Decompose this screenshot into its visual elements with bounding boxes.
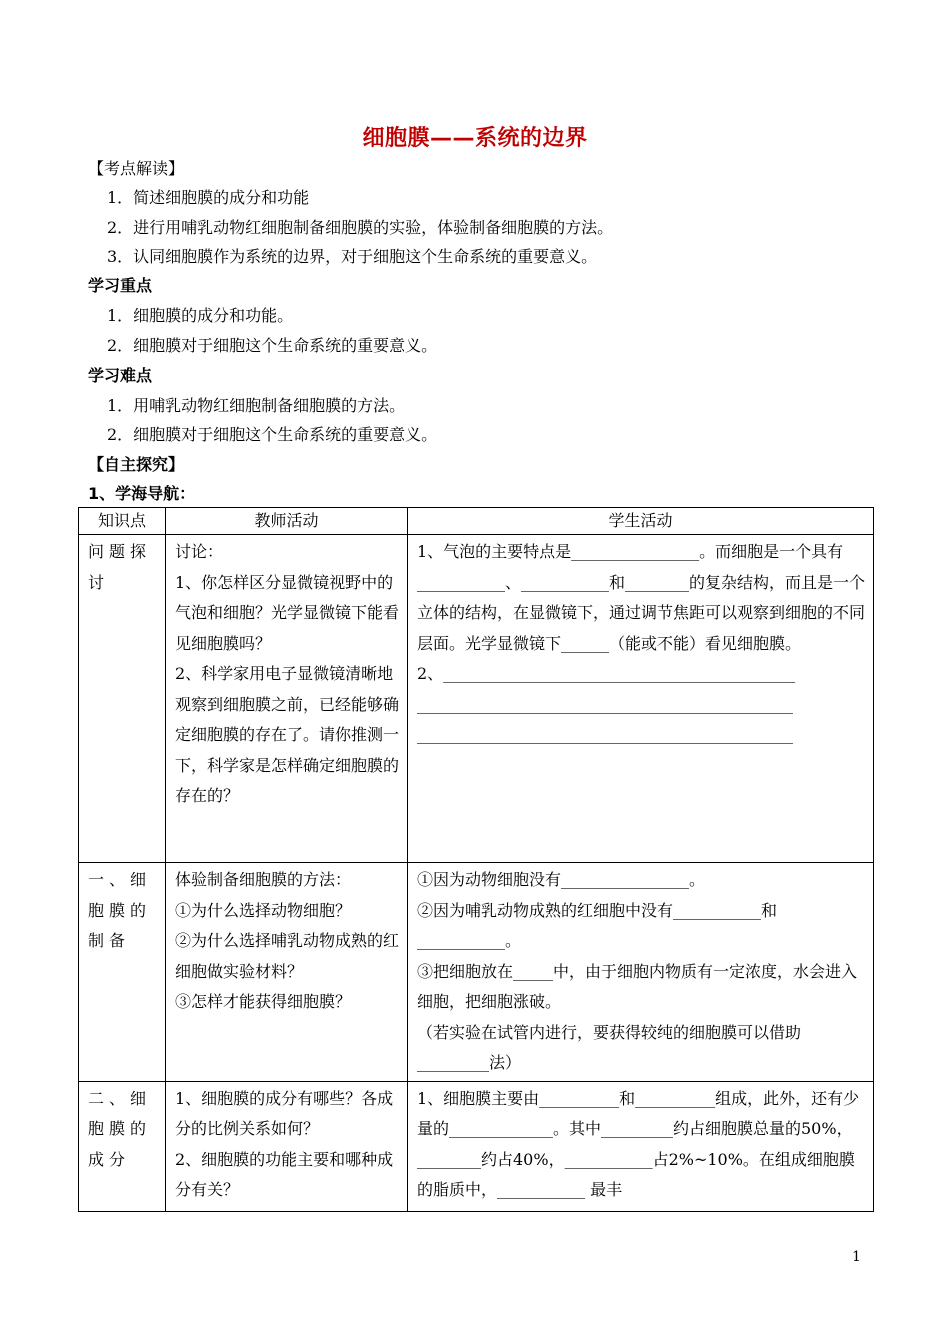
page-title: 细胞膜——系统的边界	[362, 126, 588, 151]
zhongdian-item: 1．细胞膜的成分和功能。	[107, 306, 294, 325]
student-text: ②因为哺乳动物成熟的红细胞中没有___________和___________。	[417, 900, 778, 950]
student-cell	[408, 1081, 874, 1211]
teacher-text: 1、你怎样区分显微镜视野中的气泡和细胞？光学显微镜下能看见细胞膜吗？	[175, 572, 400, 653]
teacher-cell	[166, 1081, 408, 1211]
topic-cell: 二、细胞膜的成分	[79, 1081, 166, 1211]
teacher-text: 讨论：	[175, 542, 224, 561]
nandian-item: 1．用哺乳动物红细胞制备细胞膜的方法。	[107, 396, 406, 415]
table-header-cell: 学生活动	[408, 508, 874, 535]
student-text: _______________________________________________	[417, 694, 793, 714]
student-cell	[408, 863, 874, 1082]
topic-cell: 问题探讨	[79, 535, 166, 863]
nandian-item: 2．细胞膜对于细胞这个生命系统的重要意义。	[107, 425, 438, 444]
student-text: （若实验在试管内进行，要获得较纯的细胞膜可以借助_________法）	[417, 1022, 802, 1072]
kaodian-heading: 【考点解读】	[88, 159, 185, 178]
kaodian-item: 3．认同细胞膜作为系统的边界，对于细胞这个生命系统的重要意义。	[107, 247, 598, 266]
table-header-cell: 教师活动	[166, 508, 408, 535]
teacher-text: 2、细胞膜的功能主要和哪种成分有关？	[175, 1149, 394, 1199]
table-row	[79, 863, 874, 1082]
zizhu-subheading: 1、学海导航：	[88, 484, 196, 503]
nandian-heading: 学习难点	[88, 366, 153, 385]
table-row	[79, 1081, 874, 1211]
teacher-text: 2、科学家用电子显微镜清晰地观察到细胞膜之前，已经能够确定细胞膜的存在了。请你推测一下，科学家是怎样确定细胞膜的存在的？	[175, 664, 400, 805]
table-row	[79, 535, 874, 863]
student-text: ③把细胞放在_____中，由于细胞内物质有一定浓度，水会进入细胞，把细胞涨破。	[417, 961, 858, 1011]
table-header-row	[79, 508, 874, 535]
student-cell	[408, 535, 874, 863]
topic-cell: 一、细胞膜的制备	[79, 863, 166, 1082]
teacher-text: ②为什么选择哺乳动物成熟的红细胞做实验材料？	[175, 931, 400, 981]
student-text: 1、气泡的主要特点是________________。而细胞是一个具有___________、___________和________的复杂结构，而且是一个立体的结构，在显微镜下，通过调节焦距可以观察到细胞的不同层面。光学显微镜下______（能或不能）看见细胞膜。	[417, 542, 866, 653]
teacher-text: 体验制备细胞膜的方法：	[175, 870, 352, 889]
zhongdian-heading: 学习重点	[88, 276, 153, 295]
zhongdian-item: 2．细胞膜对于细胞这个生命系统的重要意义。	[107, 336, 438, 355]
study-table	[78, 507, 874, 1212]
student-text: _______________________________________________	[417, 725, 793, 744]
kaodian-item: 1．简述细胞膜的成分和功能	[107, 188, 310, 207]
student-text: ①因为动物细胞没有________________。	[417, 870, 706, 889]
student-text: 2、____________________________________________	[417, 664, 796, 683]
teacher-text: ③怎样才能获得细胞膜？	[175, 992, 352, 1011]
teacher-cell	[166, 535, 408, 863]
kaodian-item: 2．进行用哺乳动物红细胞制备细胞膜的实验，体验制备细胞膜的方法。	[107, 218, 614, 237]
zizhu-heading: 【自主探究】	[88, 455, 185, 474]
teacher-text: ①为什么选择动物细胞？	[175, 900, 352, 920]
teacher-text: 1、细胞膜的成分有哪些？各成分的比例关系如何？	[175, 1088, 394, 1138]
student-text: 1、细胞膜主要由__________和__________组成，此外，还有少量的_____________。其中_________约占细胞膜总量的50%，________约占40%，___________占2%~10%。在组成细胞膜的脂质中，___________ 最丰	[417, 1088, 860, 1199]
table-header-cell: 知识点	[79, 508, 166, 535]
page-number: 1	[852, 1249, 861, 1265]
teacher-cell	[166, 863, 408, 1082]
